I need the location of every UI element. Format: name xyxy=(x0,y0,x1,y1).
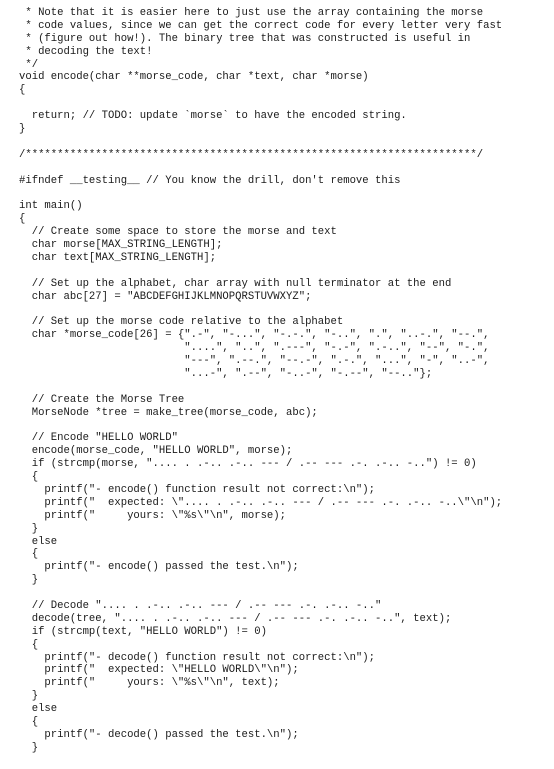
code-line: char text[MAX_STRING_LENGTH]; xyxy=(19,251,217,264)
code-line: { xyxy=(19,548,39,561)
code-line: } xyxy=(19,690,39,703)
code-line: { xyxy=(19,638,39,651)
code-line xyxy=(19,303,502,316)
code-line: char abc[27] = "ABCDEFGHIJKLMNOPQRSTUVWXYZ"; xyxy=(19,290,312,303)
code-line xyxy=(19,187,502,200)
code-line: "...-", ".--", "-..-", "-.--", "--.."}; xyxy=(19,367,433,380)
code-line: } xyxy=(19,123,26,136)
code-line: { xyxy=(19,471,39,484)
code-line: if (strcmp(morse, ".... . .-.. .-.. --- / .-- --- .-. .-.. -..") != 0) xyxy=(19,458,477,471)
code-line: { xyxy=(19,715,39,728)
code-line: // Encode "HELLO WORLD" xyxy=(19,432,178,445)
code-line: // Set up the alphabet, char array with null terminator at the end xyxy=(19,277,452,290)
code-line: printf(" expected: \"HELLO WORLD\"\n"); xyxy=(19,664,299,677)
code-line: encode(morse_code, "HELLO WORLD", morse); xyxy=(19,445,293,458)
code-line: * (figure out how!). The binary tree that was constructed is useful in xyxy=(19,32,471,45)
code-line: /***********************************************************************/ xyxy=(19,148,484,161)
code-line: * code values, since we can get the correct code for every letter very fast xyxy=(19,19,503,32)
code-line: decode(tree, ".... . .-.. .-.. --- / .-- --- .-. .-.. -..", text); xyxy=(19,612,452,625)
code-line xyxy=(19,587,502,600)
code-line: else xyxy=(19,703,58,716)
code-line: // Create some space to store the morse and text xyxy=(19,226,337,239)
code-line: { xyxy=(19,213,26,226)
code-line: printf(" yours: \"%s\"\n", text); xyxy=(19,677,280,690)
code-line xyxy=(19,265,502,278)
source-code-block xyxy=(19,7,502,755)
code-line: } xyxy=(19,741,39,754)
code-line: else xyxy=(19,535,58,548)
code-line: int main() xyxy=(19,200,83,213)
code-line: // Decode ".... . .-.. .-.. --- / .-- --- .-. .-.. -.." xyxy=(19,599,382,612)
code-line: printf("- decode() passed the test.\n"); xyxy=(19,728,299,741)
code-line xyxy=(19,162,502,175)
code-line: char *morse_code[26] = {".-", "-...", "-.-.", "-..", ".", "..-.", "--.", xyxy=(19,329,490,342)
code-line: // Create the Morse Tree xyxy=(19,393,185,406)
code-line: * decoding the text! xyxy=(19,45,153,58)
code-line: #ifndef __testing__ // You know the drill, don't remove this xyxy=(19,174,401,187)
code-line: MorseNode *tree = make_tree(morse_code, abc); xyxy=(19,406,318,419)
code-line: return; // TODO: update `morse` to have the encoded string. xyxy=(19,110,407,123)
code-line: if (strcmp(text, "HELLO WORLD") != 0) xyxy=(19,625,267,638)
code-line: } xyxy=(19,522,39,535)
code-line: } xyxy=(19,574,39,587)
code-line: printf(" expected: \".... . .-.. .-.. --- / .-- --- .-. .-.. -..\"\n"); xyxy=(19,496,503,509)
code-line: void encode(char **morse_code, char *text, char *morse) xyxy=(19,71,369,84)
code-line: { xyxy=(19,84,26,97)
code-line: // Set up the morse code relative to the alphabet xyxy=(19,316,344,329)
code-line: printf("- decode() function result not correct:\n"); xyxy=(19,651,376,664)
code-line: printf("- encode() function result not correct:\n"); xyxy=(19,483,376,496)
code-line xyxy=(19,420,502,433)
code-line: char morse[MAX_STRING_LENGTH]; xyxy=(19,239,223,252)
code-line: */ xyxy=(19,58,39,71)
code-line xyxy=(19,381,502,394)
code-line: "---", ".--.", "--.-", ".-.", "...", "-", "..-", xyxy=(19,355,490,368)
code-line: printf("- encode() passed the test.\n"); xyxy=(19,561,299,574)
code-line: printf(" yours: \"%s\"\n", morse); xyxy=(19,509,287,522)
code-line xyxy=(19,97,502,110)
code-line xyxy=(19,136,502,149)
code-line: * Note that it is easier here to just use the array containing the morse xyxy=(19,7,484,19)
code-line: "....", "..", ".---", "-.-", ".-..", "--", "-.", xyxy=(19,342,490,355)
